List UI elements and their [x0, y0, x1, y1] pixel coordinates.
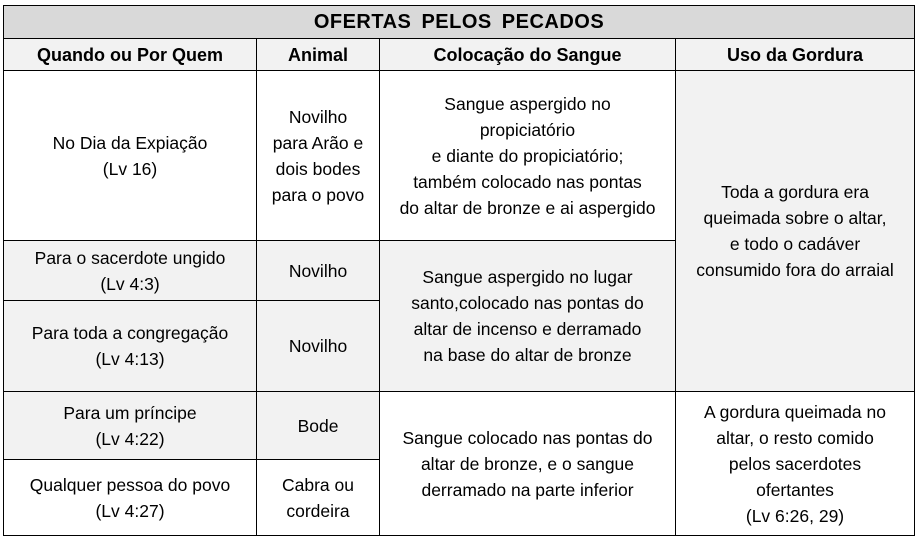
- cell-animal: Novilho: [257, 241, 380, 301]
- header-row: [4, 39, 915, 71]
- cell-animal: Novilho: [257, 301, 380, 392]
- title-row: [4, 6, 915, 39]
- cell-fat-merged-top: Toda a gordura era queimada sobre o altar, e todo o cadáver consumido fora do arraial: [676, 71, 915, 392]
- header-who: Quando ou Por Quem: [4, 39, 257, 71]
- sin-offerings-table: [3, 5, 915, 536]
- header-animal: Animal: [257, 39, 380, 71]
- cell-blood-merged-middle: Sangue aspergido no lugar santo,colocado nas pontas do altar de incenso e derramado na base do altar de bronze: [380, 241, 676, 392]
- cell-animal: Novilho para Arão e dois bodes para o povo: [257, 71, 380, 241]
- header-fat: Uso da Gordura: [676, 39, 915, 71]
- cell-who: Para um príncipe (Lv 4:22): [4, 392, 257, 460]
- table-row: [4, 392, 915, 460]
- cell-who: Para toda a congregação (Lv 4:13): [4, 301, 257, 392]
- table-row: [4, 71, 915, 241]
- header-blood: Colocação do Sangue: [380, 39, 676, 71]
- cell-who: No Dia da Expiação (Lv 16): [4, 71, 257, 241]
- cell-fat-merged-bottom: A gordura queimada no altar, o resto comido pelos sacerdotes ofertantes (Lv 6:26, 29): [676, 392, 915, 536]
- cell-animal: Bode: [257, 392, 380, 460]
- cell-animal: Cabra ou cordeira: [257, 460, 380, 536]
- cell-who: Para o sacerdote ungido (Lv 4:3): [4, 241, 257, 301]
- cell-who: Qualquer pessoa do povo (Lv 4:27): [4, 460, 257, 536]
- table-title: OFERTAS PELOS PECADOS: [4, 6, 915, 39]
- cell-blood-merged-bottom: Sangue colocado nas pontas do altar de bronze, e o sangue derramado na parte inferior: [380, 392, 676, 536]
- cell-blood: Sangue aspergido no propiciatório e diante do propiciatório; também colocado nas pontas do altar de bronze e ai aspergido: [380, 71, 676, 241]
